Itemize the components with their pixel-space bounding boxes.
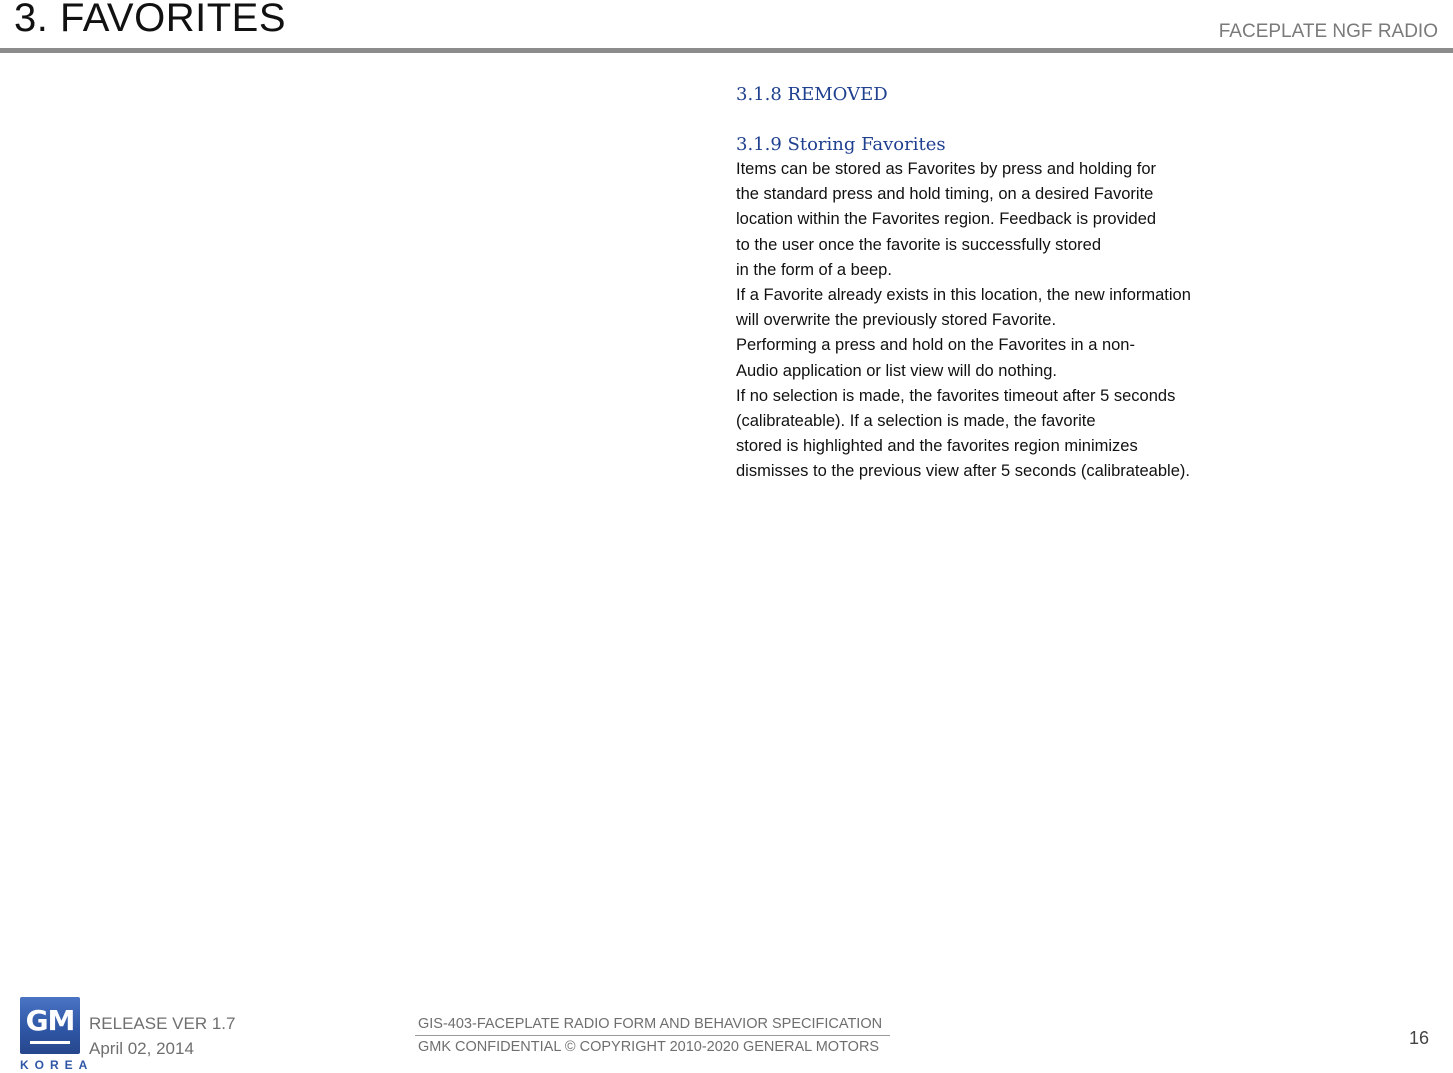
body-line: (calibrateable). If a selection is made, the favorite [736, 412, 1096, 431]
document-label: FACEPLATE NGF RADIO [1218, 21, 1438, 42]
body-line: If no selection is made, the favorites timeout after 5 seconds [736, 386, 1176, 405]
confidential-notice: GMK CONFIDENTIAL © COPYRIGHT 2010-2020 GENERAL MOTORS [418, 1039, 880, 1055]
gm-logo-mark [20, 997, 80, 1054]
content-column [736, 83, 1356, 485]
section-heading-storing-favorites: 3.1.9 Storing Favorites [736, 134, 946, 155]
release-version: RELEASE VER 1.7 [89, 1014, 236, 1033]
body-line: to the user once the favorite is successfully stored [736, 235, 1102, 254]
gm-logo-letters: GM [25, 1004, 75, 1037]
section-heading-removed: 3.1.8 REMOVED [736, 84, 888, 105]
body-line: dismisses to the previous view after 5 seconds (calibrateable). [736, 462, 1190, 481]
body-line: the standard press and hold timing, on a desired Favorite [736, 185, 1154, 204]
body-line: location within the Favorites region. Feedback is provided [736, 210, 1157, 229]
body-line: Audio application or list view will do nothing. [736, 361, 1058, 380]
body-line: Performing a press and hold on the Favorites in a non- [736, 336, 1135, 355]
page-title: 3. FAVORITES [14, 0, 286, 40]
release-info [89, 1011, 235, 1061]
body-line: will overwrite the previously stored Favorite. [736, 311, 1057, 330]
gm-logo-underline [30, 1041, 70, 1044]
gm-korea-logo [20, 997, 94, 1073]
spec-info [415, 1013, 890, 1058]
storing-favorites-body [736, 157, 1356, 485]
body-line: Items can be stored as Favorites by press and holding for [736, 160, 1157, 178]
body-line: in the form of a beep. [736, 260, 892, 279]
body-line: stored is highlighted and the favorites region minimizes [736, 437, 1138, 456]
header-divider [0, 48, 1453, 53]
page-number: 16 [1408, 1028, 1429, 1048]
release-date: April 02, 2014 [89, 1039, 194, 1058]
body-line: If a Favorite already exists in this location, the new information [736, 286, 1191, 305]
gm-logo-korea-text: KOREA [20, 1058, 94, 1072]
spec-title: GIS-403-FACEPLATE RADIO FORM AND BEHAVIOR SPECIFICATION [415, 1013, 890, 1036]
